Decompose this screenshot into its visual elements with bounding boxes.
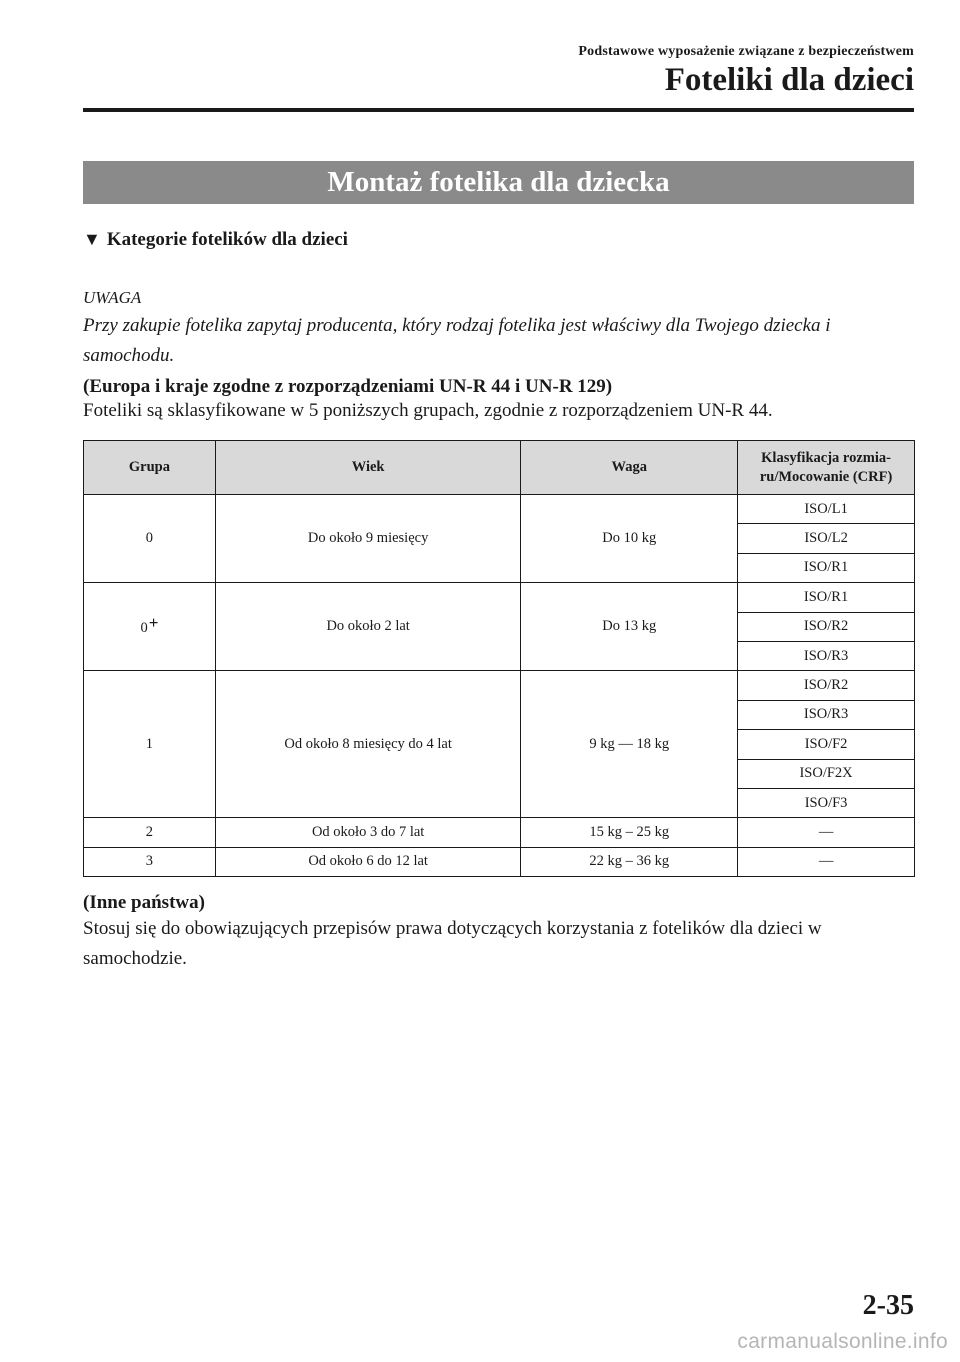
column-header-weight: Waga	[521, 441, 738, 495]
crf-cell: ISO/F3	[738, 788, 915, 817]
triangle-down-icon: ▼	[83, 229, 101, 249]
crf-cell: ISO/R1	[738, 553, 915, 582]
table-row	[84, 818, 915, 847]
column-header-age: Wiek	[215, 441, 521, 495]
group-value: 0	[140, 619, 148, 636]
group-cell: 3	[84, 847, 216, 876]
plus-icon: +	[148, 612, 159, 632]
age-cell: Od około 3 do 7 lat	[215, 818, 521, 847]
column-header-crf	[738, 441, 915, 495]
crf-cell: ISO/L1	[738, 495, 915, 524]
group-cell: 1	[84, 671, 216, 818]
weight-cell: 22 kg – 36 kg	[521, 847, 738, 876]
table-row	[84, 847, 915, 876]
crf-cell: ISO/F2X	[738, 759, 915, 788]
other-countries-text: Stosuj się do obowiązujących przepisów prawa dotyczących korzystania z fotelików dla dzieci w samochodzie.	[83, 918, 822, 969]
table-row	[84, 583, 915, 612]
europe-heading: (Europa i kraje zgodne z rozporządzeniami UN-R 44 i UN-R 129)	[83, 376, 613, 397]
child-seat-groups-table	[83, 440, 915, 877]
group-cell	[84, 583, 216, 671]
note-text: Przy zakupie fotelika zapytaj producenta, który rodzaj fotelika jest właściwy dla Twojego dziecka i samochodu.	[83, 315, 831, 366]
weight-cell: 15 kg – 25 kg	[521, 818, 738, 847]
crf-cell: ISO/R3	[738, 641, 915, 670]
crf-cell: ―	[738, 818, 915, 847]
section-title-bar: Montaż fotelika dla dziecka	[83, 161, 914, 204]
group-cell: 0	[84, 495, 216, 583]
table-row	[84, 495, 915, 524]
column-header-group: Grupa	[84, 441, 216, 495]
table-header-row	[84, 441, 915, 495]
age-cell: Od około 6 do 12 lat	[215, 847, 521, 876]
subheading	[83, 229, 348, 251]
crf-cell: ISO/R1	[738, 583, 915, 612]
crf-cell: ISO/L2	[738, 524, 915, 553]
header-subtitle: Podstawowe wyposażenie związane z bezpieczeństwem	[578, 44, 914, 59]
table-row	[84, 671, 915, 700]
age-cell: Do około 2 lat	[215, 583, 521, 671]
chapter-title: Foteliki dla dzieci	[664, 62, 914, 98]
weight-cell: Do 13 kg	[521, 583, 738, 671]
weight-cell: 9 kg ― 18 kg	[521, 671, 738, 818]
subheading-text: Kategorie fotelików dla dzieci	[106, 229, 348, 250]
crf-cell: ISO/R3	[738, 700, 915, 729]
crf-header-line1: Klasyfikacja rozmia-	[761, 449, 891, 466]
crf-cell: ―	[738, 847, 915, 876]
note-label: UWAGA	[83, 288, 142, 307]
europe-text: Foteliki są sklasyfikowane w 5 poniższych grupach, zgodnie z rozporządzeniem UN-R 44.	[83, 400, 773, 421]
other-countries-heading: (Inne państwa)	[83, 892, 205, 913]
page-number: 2-35	[862, 1290, 914, 1321]
watermark: carmanualsonline.info	[737, 1330, 948, 1353]
age-cell: Od około 8 miesięcy do 4 lat	[215, 671, 521, 818]
crf-cell: ISO/R2	[738, 612, 915, 641]
weight-cell: Do 10 kg	[521, 495, 738, 583]
crf-header-line2: ru/Mocowanie (CRF)	[759, 468, 893, 485]
crf-cell: ISO/F2	[738, 730, 915, 759]
group-cell: 2	[84, 818, 216, 847]
crf-cell: ISO/R2	[738, 671, 915, 700]
header-divider	[83, 108, 914, 112]
age-cell: Do około 9 miesięcy	[215, 495, 521, 583]
